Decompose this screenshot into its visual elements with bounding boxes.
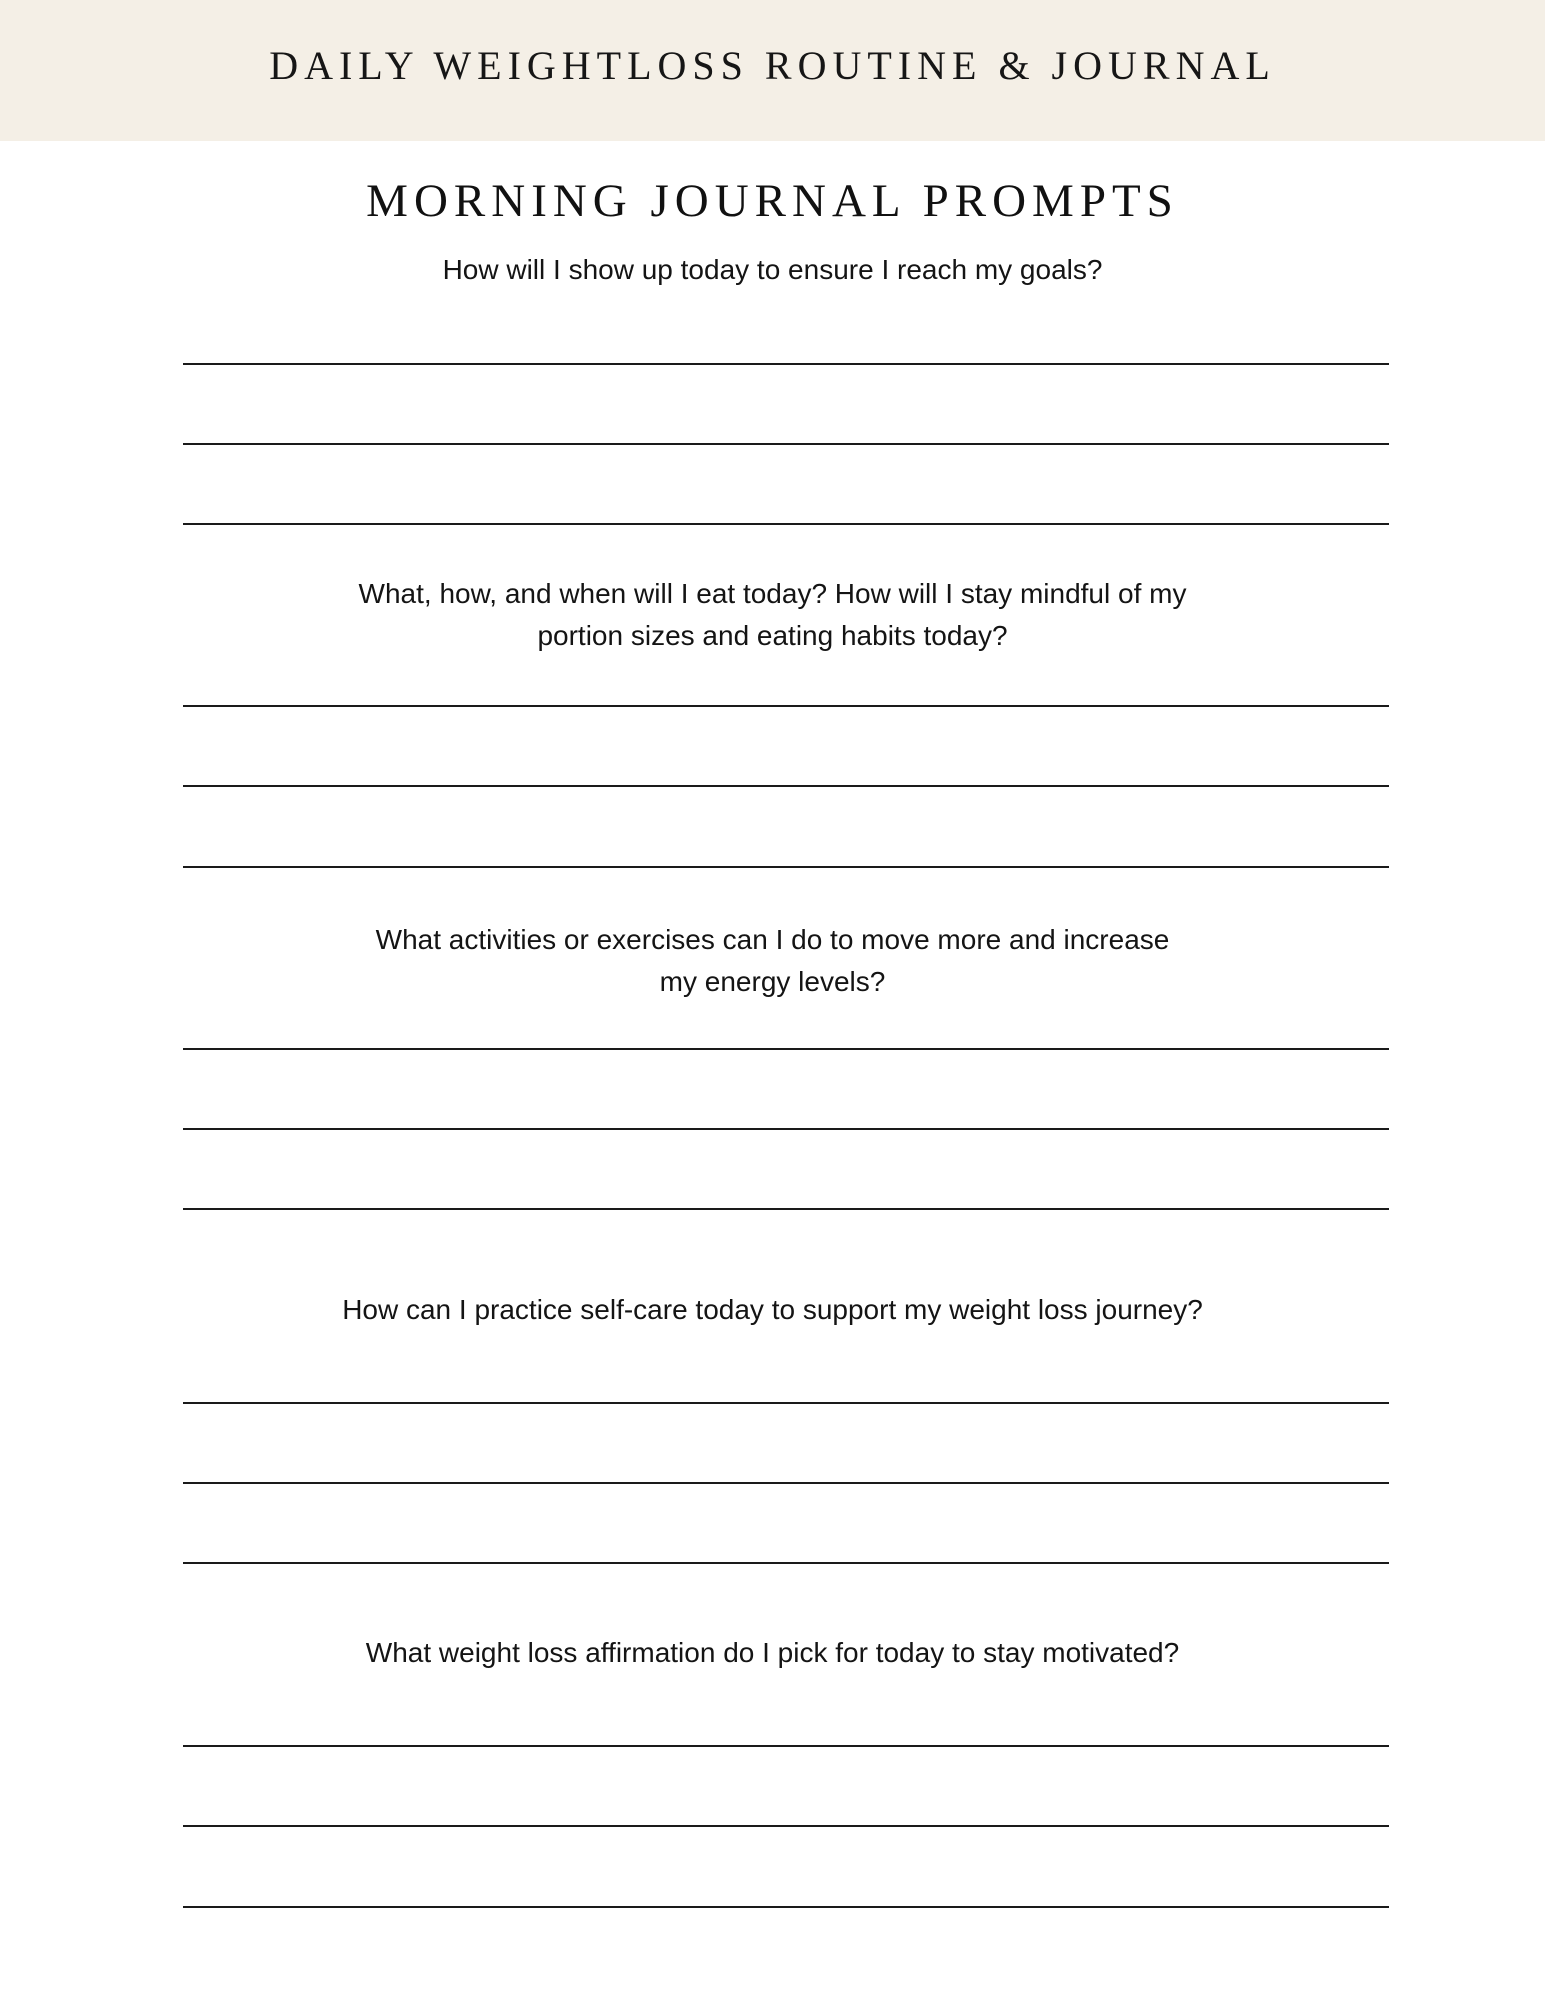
answer-line-3-3[interactable] — [183, 1208, 1389, 1210]
prompt-2-line-2: portion sizes and eating habits today? — [537, 620, 1008, 651]
answer-line-3-2[interactable] — [183, 1128, 1389, 1130]
prompt-5-line-1: What weight loss affirmation do I pick for today to stay motivated? — [365, 1637, 1180, 1668]
answer-line-2-1[interactable] — [183, 705, 1389, 707]
prompt-4-line-1: How can I practice self-care today to support my weight loss journey? — [342, 1294, 1203, 1325]
answer-line-5-3[interactable] — [183, 1906, 1389, 1908]
answer-line-4-1[interactable] — [183, 1402, 1389, 1404]
prompt-3-line-1: What activities or exercises can I do to move more and increase — [375, 924, 1170, 955]
answer-line-2-3[interactable] — [183, 866, 1389, 868]
answer-line-4-2[interactable] — [183, 1482, 1389, 1484]
answer-line-2-2[interactable] — [183, 785, 1389, 787]
prompt-1-line-1: How will I show up today to ensure I reach my goals? — [442, 254, 1103, 285]
answer-line-5-2[interactable] — [183, 1825, 1389, 1827]
prompt-4 — [0, 1289, 1545, 1331]
prompt-3 — [0, 919, 1545, 1003]
prompt-1 — [0, 249, 1545, 291]
prompt-3-line-2: my energy levels? — [659, 966, 886, 997]
answer-line-5-1[interactable] — [183, 1745, 1389, 1747]
answer-line-1-1[interactable] — [183, 363, 1389, 365]
prompt-5 — [0, 1632, 1545, 1674]
answer-line-1-2[interactable] — [183, 443, 1389, 445]
answer-line-4-3[interactable] — [183, 1562, 1389, 1564]
answer-line-1-3[interactable] — [183, 523, 1389, 525]
answer-line-3-1[interactable] — [183, 1048, 1389, 1050]
prompt-2-line-1: What, how, and when will I eat today? How will I stay mindful of my — [358, 578, 1187, 609]
page-title: DAILY WEIGHTLOSS ROUTINE & JOURNAL — [269, 43, 1276, 88]
prompt-2 — [0, 573, 1545, 657]
section-title: MORNING JOURNAL PROMPTS — [366, 175, 1179, 227]
